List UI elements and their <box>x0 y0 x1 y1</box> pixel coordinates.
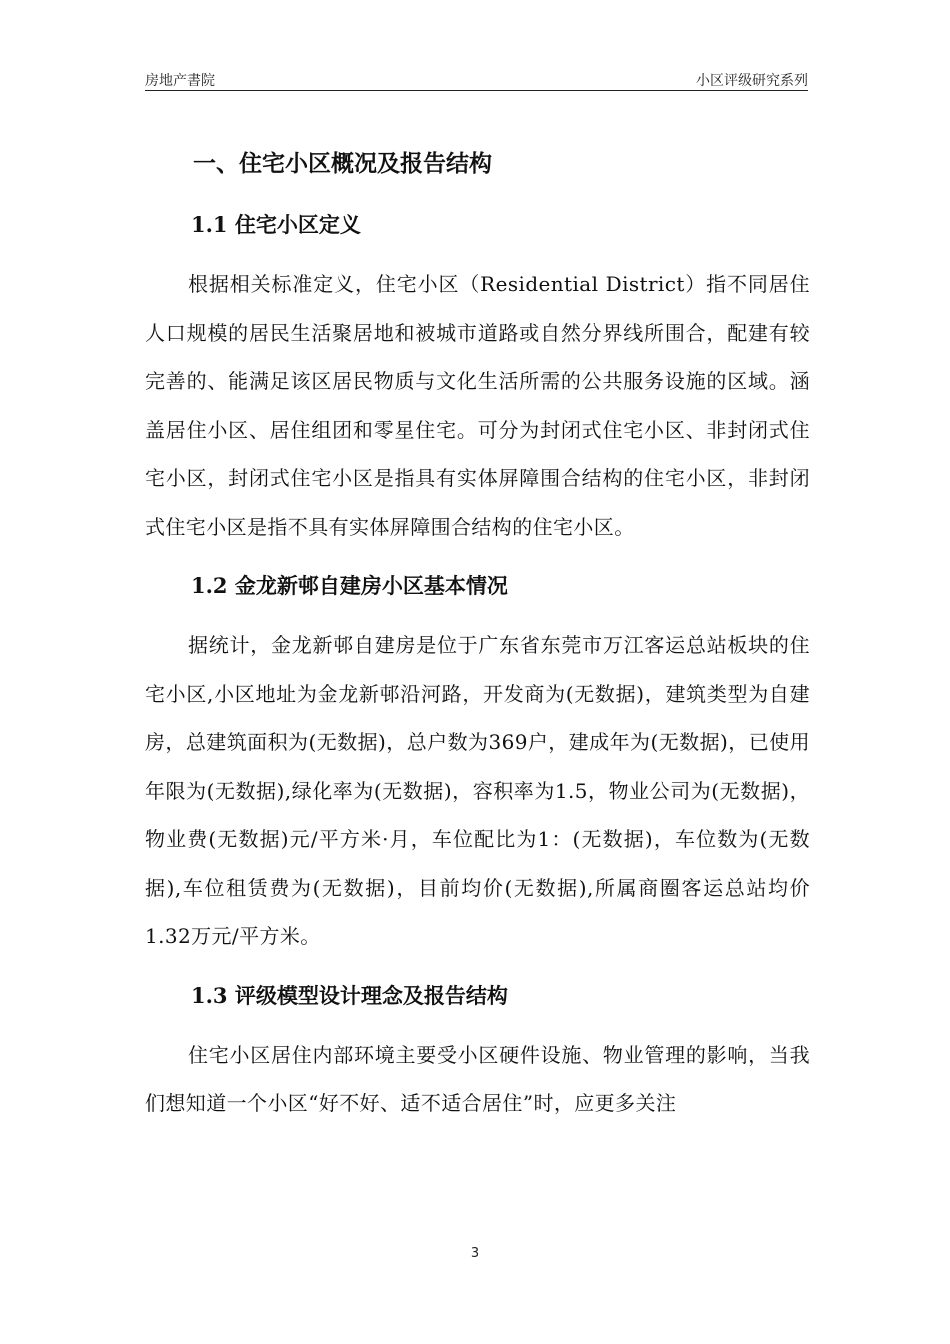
page-header <box>145 68 808 91</box>
subsection-title-1-2: 1.2 金龙新邨自建房小区基本情况 <box>191 573 508 598</box>
paragraph-basic-info: 据统计，金龙新邨自建房是位于广东省东莞市万江客运总站板块的住宅小区,小区地址为金龙新邨沿河路，开发商为(无数据)，建筑类型为自建房，总建筑面积为(无数据)，总户数为369户，建成年为(无数据)，已使用年限为(无数据),绿化率为(无数据)，容积率为1.5，物业公司为(无数据)，物业费(无数据)元/平方米·月，车位配比为1：(无数据)，车位数为(无数据),车位租赁费为(无数据)，目前均价(无数据),所属商圈客运总站均价1.32万元/平方米。 <box>145 633 810 948</box>
header-publisher: 房地产書院 <box>145 73 215 89</box>
subsection-title-1-3: 1.3 评级模型设计理念及报告结构 <box>191 982 508 1008</box>
header-series-title: 小区评级研究系列 <box>696 73 808 89</box>
paragraph-definition: 根据相关标准定义，住宅小区（Residential District）指不同居住人口规模的居民生活聚居地和被城市道路或自然分界线所围合，配建有较完善的、能满足该区居民物质与文化生活所需的公共服务设施的区域。涵盖居住小区、居住组团和零星住宅。可分为封闭式住宅小区、非封闭式住宅小区，封闭式住宅小区是指具有实体屏障围合结构的住宅小区，非封闭式住宅小区是指不具有实体屏障围合结构的住宅小区。 <box>145 272 810 539</box>
subsection-title-1-1: 1.1 住宅小区定义 <box>191 212 361 237</box>
page-number: 3 <box>470 1246 480 1261</box>
document-body <box>145 140 810 1140</box>
section-title: 一、住宅小区概况及报告结构 <box>193 150 492 177</box>
paragraph-model-design: 住宅小区居住内部环境主要受小区硬件设施、物业管理的影响，当我们想知道一个小区“好不好、适不适合居住”时，应更多关注 <box>145 1042 810 1115</box>
